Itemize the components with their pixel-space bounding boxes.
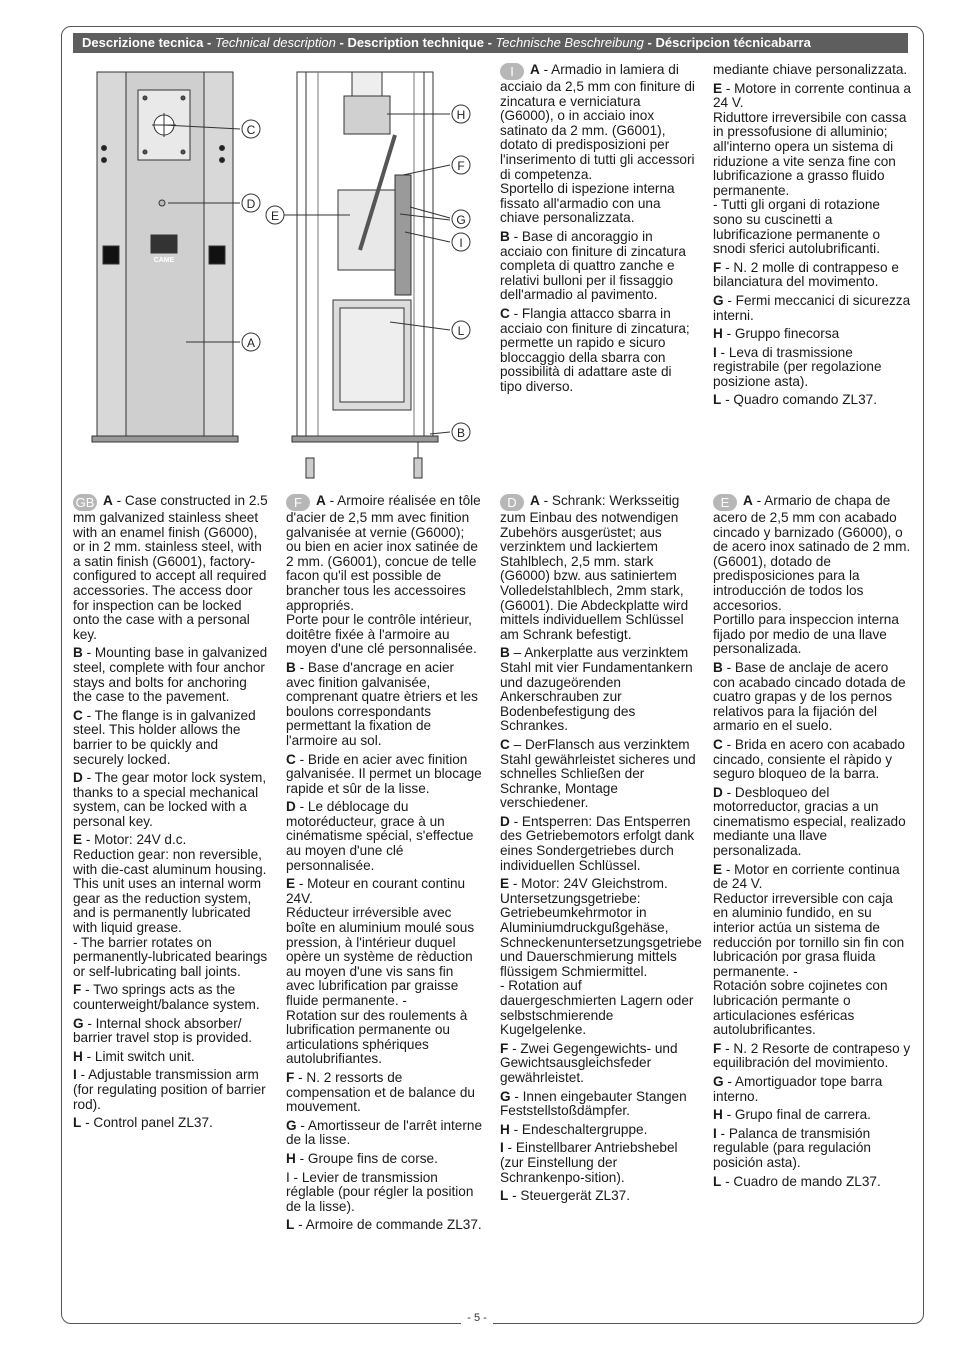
- item-e: E - Motor en corriente continua de 24 V. Reductor irreversible con caja en aluminio fundido, en su interior actúa un sistema de reducción por tornillo sin fin con lubricación por grasa fluida permanente. - Rotación sobre cojinetes con lubricación permante o articulaciones esféricas autolubrificantes.: [713, 861, 905, 1038]
- item-key: A: [103, 493, 113, 508]
- item-key: H: [286, 1150, 296, 1166]
- svg-text:L: L: [457, 324, 465, 338]
- item-b: B – Ankerplatte aus verzinktem Stahl mit vier Fundamentankern und dazugeörenden Ankerschrauben zur Bodenbefestigung des Schrankes.: [500, 645, 693, 734]
- page-header: [73, 33, 908, 53]
- callout-c: [242, 120, 260, 138]
- section-italian-col2: [713, 63, 911, 412]
- svg-text:B: B: [456, 426, 466, 440]
- item-d: D - Le déblocage du motoréducteur, grace à un cinématisme spécial, s'effectue au moyen d'une clé personnalisée.: [286, 799, 474, 873]
- item-e: E - Motore in corrente continua a 24 V. Riduttore irreversibile con cassa in pressofusione di alluminio; all'interno opera un sistema di riduzione a vite senza fine con lubrificazione a grasso fluido permanente. - Tutti gli organi di rotazione sono su cuscinetti a lubrificazione permanente o snodi sferici autolubrificanti.: [713, 80, 911, 257]
- item-key: L: [286, 1217, 295, 1233]
- item-l: L - Steuergerät ZL37.: [500, 1188, 630, 1204]
- item-key: A: [743, 493, 753, 508]
- item-key: H: [73, 1048, 83, 1064]
- item-d: D - The gear motor lock system, thanks to a special mechanical system, can be locked with a personal key.: [73, 770, 267, 829]
- language-badge: I: [500, 63, 524, 80]
- item-a: F A - Armoire réalisée en tôle d'acier de 2,5 mm avec finition galvanisée at vernie (G6000); ou bien en acier inox satinée de 2 mm. (G6001), concue de telle facon qu'il est possible de brancher tous les accessoires appropriés. Porte pour le contrôle intérieur, doitêtre fixée à l'armoire au moyen d'une clé personnalisée.: [286, 493, 481, 657]
- item-l: L - Cuadro de mando ZL37.: [713, 1173, 881, 1189]
- item-key: B: [286, 659, 296, 675]
- item-key: I: [73, 1067, 77, 1083]
- item-key: L: [713, 1173, 722, 1189]
- item-e: E - Moteur en courant continu 24V. Réducteur irréversible avec boîte en aluminium moulé sous pression, à l'intérieur duquel opère un système de rèduction au moyen d'une vis sans fin avec lubrification par graisse fluide permanente. - Rotation sur des roulements à lubrification permanente ou articulations sphériques autolubrifiantes.: [286, 876, 475, 1067]
- callout-l: [452, 321, 470, 339]
- svg-text:C: C: [246, 123, 256, 137]
- language-badge: D: [500, 494, 524, 511]
- item-a: D A - Schrank: Werksseitig zum Einbau des notwendigen Zubehörs ausgerüstet; aus verzinktem und lackiertem Stahlblech, 2,5 mm. stark (G6000) bzw. aus satiniertem Volledelstahlblech, 2mm stark, (G6001). Die Abdeckplatte wird mittels individuellem Schlüssel am Schrank befestigt.: [500, 493, 689, 642]
- item-c: C - The flange is in galvanized steel. This holder allows the barrier to be quickly and securely locked.: [73, 707, 256, 767]
- item-f: F - N. 2 ressorts de compensation et de balance du mouvement.: [286, 1069, 475, 1115]
- item-key: L: [500, 1188, 509, 1204]
- item-key: E: [286, 876, 296, 892]
- item-key: H: [713, 326, 723, 342]
- item-key: D: [713, 784, 723, 800]
- item-key: G: [713, 292, 724, 308]
- language-badge: F: [286, 494, 310, 511]
- item-key: A: [530, 493, 540, 508]
- svg-text:I: I: [459, 236, 463, 250]
- header-part: Technische Beschreibung: [495, 35, 644, 50]
- item-l: L - Quadro comando ZL37.: [713, 392, 877, 408]
- item-key: G: [286, 1117, 297, 1133]
- item-key: B: [73, 645, 83, 661]
- item-f: F - N. 2 molle di contrappeso e bilanciatura del movimento.: [713, 259, 899, 290]
- item-key: F: [73, 982, 82, 998]
- item-key: C: [73, 707, 83, 723]
- section-german: [500, 493, 702, 1208]
- item-d: mediante chiave personalizzata.: [713, 62, 908, 77]
- language-badge: E: [713, 494, 737, 511]
- page-number: - 5 -: [0, 1312, 954, 1324]
- item-g: G - Innen eingebauter Stangen Feststellstoßdämpfer.: [500, 1088, 687, 1119]
- callout-b: [452, 423, 470, 441]
- item-a: I A - Armadio in lamiera di acciaio da 2,5 mm con finiture di zincatura e verniciatura (G6000), o in acciaio inox satinato da 2 mm. (G6001), dotato di predisposizioni per l'inserimento di tutti gli accessori di competenza. Sportello di ispezione interna fissato all'armadio con una chiave personalizzata.: [500, 62, 695, 226]
- item-key: G: [73, 1015, 84, 1031]
- callout-e: [266, 206, 284, 224]
- callout-g: [452, 210, 470, 228]
- item-e: E - Motor: 24V Gleichstrom. Untersetzungsgetriebe: Getriebeumkehrmotor in Aluminiumdruckgußgehäse, Schneckenuntersetzungsgetriebe und Dauerschmierung mittels flüssigem Schmiermittel. - Rotation auf dauergeschmierten Lagern oder selbstschmierende Kugelgelenke.: [500, 876, 702, 1038]
- item-key: B: [500, 228, 510, 244]
- section-french: [286, 494, 482, 1237]
- item-i: I - Adjustable transmission arm (for regulating position of barrier rod).: [73, 1067, 266, 1112]
- item-l: L - Armoire de commande ZL37.: [286, 1217, 482, 1233]
- item-key: A: [316, 493, 326, 508]
- item-key: F: [713, 1040, 722, 1056]
- callout-f: [452, 156, 470, 174]
- svg-text:H: H: [456, 108, 466, 122]
- item-key: H: [713, 1107, 723, 1123]
- svg-text:D: D: [246, 197, 256, 211]
- item-key: C: [500, 736, 510, 752]
- item-f: F - Zwei Gegengewichts- und Gewichtsausgleichsfeder gewährleistet.: [500, 1040, 678, 1085]
- item-e: E - Motor: 24V d.c. Reduction gear: non reversible, with die-cast aluminum housing. This unit uses an internal worm gear as the reduction system, and is permanently lubricated with liquid grease. - The barrier rotates on permanently-lubricated bearings or self-lubricating ball joints.: [73, 832, 268, 979]
- item-g: G - Amortiguador tope barra interno.: [713, 1073, 883, 1104]
- item-b: B - Base d'ancrage en acier avec finition galvanisée, comprenant quatre ètriers et les boulons correspondants permettant la fixation de l'armoire au sol.: [286, 659, 478, 748]
- item-key: B: [713, 659, 723, 675]
- item-f: F - Two springs acts as the counterweight/balance system.: [73, 982, 260, 1012]
- item-key: F: [500, 1040, 509, 1056]
- item-key: G: [500, 1088, 511, 1104]
- header-part: Descrizione tecnica -: [82, 35, 215, 50]
- item-g: G - Amortisseur de l'arrêt interne de la lisse.: [286, 1117, 483, 1148]
- item-key: L: [713, 392, 722, 408]
- callout-h: [452, 105, 470, 123]
- item-key: E: [500, 876, 510, 892]
- item-g: G - Fermi meccanici di sicurezza interni.: [713, 292, 911, 323]
- item-c: C - Flangia attacco sbarra in acciaio con finiture di zincatura; permette un rapido e sicuro bloccaggio della sbarra con possibilità di adattare aste di tipo diverso.: [500, 305, 690, 394]
- item-key: B: [500, 645, 510, 661]
- item-c: C – DerFlansch aus verzinktem Stahl gewährleistet sicheres und schnelles Schließen der Schranke, Montage verschiedener.: [500, 736, 696, 811]
- item-h: H - Gruppo finecorsa: [713, 326, 840, 342]
- callout-a: [242, 333, 260, 351]
- section-spanish: [713, 494, 911, 1193]
- header-part: Technical description: [214, 35, 336, 50]
- item-d: D - Entsperren: Das Entsperren des Getriebemotors erfolgt dank eines Sondergetriebes durch individuellen Schlüssel.: [500, 813, 695, 873]
- item-h: H - Limit switch unit.: [73, 1048, 195, 1064]
- item-i: I - Einstellbarer Antriebshebel (zur Einstellung der Schrankenpo-sition).: [500, 1140, 678, 1185]
- item-l: L - Control panel ZL37.: [73, 1115, 213, 1131]
- item-key: A: [530, 62, 540, 77]
- item-key: F: [713, 259, 722, 275]
- item-b: B - Mounting base in galvanized steel, complete with four anchor stays and bolts for anchoring the case to the pavement.: [73, 645, 268, 705]
- cabinet-interior-drawing: [284, 72, 450, 478]
- language-badge: GB: [73, 494, 97, 511]
- item-c: C - Bride en acier avec finition galvanisée. Il permet un blocage rapide et sûr de la lisse.: [286, 751, 482, 796]
- callout-i: [452, 233, 470, 251]
- callout-d: [242, 194, 260, 212]
- item-a: GB A - Case constructed in 2.5 mm galvanized stainless sheet with an enamel finish (G6000), or in 2 mm. stainless steel, with a satin finish (G6001), factory-configured to accept all required accessories. The access door for inspection can be locked onto the case with a personal key.: [73, 493, 268, 642]
- item-key: I: [713, 1125, 717, 1141]
- item-a: E A - Armario de chapa de acero de 2,5 mm con acabado cincado y barnizado (G6000), o de acero inox satinado de 2 mm. (G6001), dotado de predisposiciones para la introducción de todos los accesorios. Portillo para inspeccion interna fijado por medio de una llave personalizada.: [713, 493, 911, 657]
- svg-text:A: A: [246, 336, 256, 350]
- item-g: G - Internal shock absorber/ barrier travel stop is provided.: [73, 1015, 253, 1046]
- item-d: D - Desbloqueo del motorreductor, gracias a un cinematismo especial, realizado mediante una llave personalizada.: [713, 784, 906, 859]
- item-f: F - N. 2 Resorte de contrapeso y equilibración del movimiento.: [713, 1040, 911, 1071]
- item-c: C - Brida en acero con acabado cincado, consiente el ràpido y seguro bloqueo de la barra.: [713, 736, 905, 782]
- item-key: E: [713, 861, 723, 877]
- item-key: E: [713, 80, 723, 96]
- item-key: C: [500, 305, 510, 321]
- item-i: I - Palanca de transmisión regulable (para regulación posición asta).: [713, 1125, 871, 1170]
- item-key: G: [713, 1073, 724, 1089]
- item-b: B - Base di ancoraggio in acciaio con finiture di zincatura completa di quattro zanche e relativi bulloni per il fissaggio dell'armadio al pavimento.: [500, 228, 686, 303]
- item-key: C: [286, 751, 296, 767]
- header-part: - Déscripcion técnicabarra: [643, 35, 811, 50]
- product-illustration: [86, 66, 486, 486]
- item-key: I: [713, 344, 717, 360]
- item-key: E: [73, 832, 83, 848]
- svg-text:F: F: [457, 159, 465, 173]
- item-key: D: [73, 770, 83, 786]
- svg-text:G: G: [456, 213, 466, 227]
- brand-label: CAME: [153, 257, 175, 264]
- item-key: C: [713, 736, 723, 752]
- item-key: I: [500, 1140, 504, 1156]
- svg-text:E: E: [270, 209, 280, 223]
- item-b: B - Base de anclaje de acero con acabado cincado dotada de cuatro grapas y de los pernos relativos para la fijación del armario en el suelo.: [713, 659, 906, 734]
- section-italian-col1: [500, 63, 696, 398]
- item-key: F: [286, 1069, 295, 1085]
- item-h: H - Groupe fins de corse.: [286, 1150, 438, 1166]
- section-english: [73, 494, 269, 1135]
- item-key: L: [73, 1115, 82, 1131]
- item-key: D: [500, 813, 510, 829]
- item-i: I - Leva di trasmissione registrabile (per regolazione posizione asta).: [713, 344, 882, 389]
- item-key: D: [286, 799, 296, 815]
- item-key: H: [500, 1121, 510, 1137]
- item-i: I - Levier de transmission réglable (pour régler la position de la lisse).: [286, 1169, 474, 1214]
- item-h: H - Grupo final de carrera.: [713, 1107, 871, 1123]
- item-h: H - Endeschaltergruppe.: [500, 1121, 648, 1137]
- header-part: - Description technique -: [335, 35, 496, 50]
